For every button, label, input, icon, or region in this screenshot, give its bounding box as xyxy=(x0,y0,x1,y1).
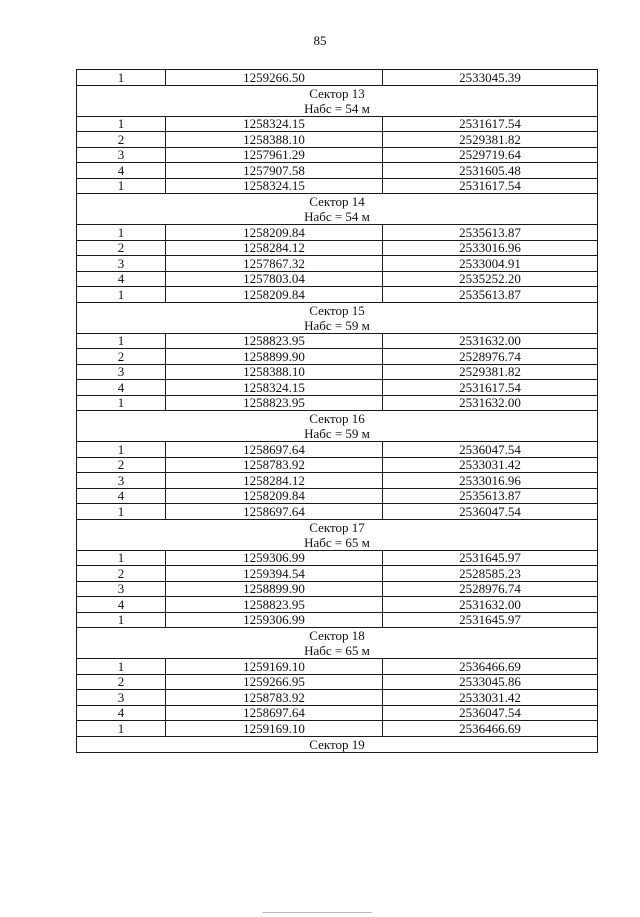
point-number-cell: 4 xyxy=(77,271,166,287)
coordinate-row xyxy=(77,488,598,504)
x-coordinate-cell: 1258697.64 xyxy=(166,504,383,520)
coordinate-row xyxy=(77,674,598,690)
coordinate-row xyxy=(77,178,598,194)
point-number-cell: 4 xyxy=(77,705,166,721)
sector-absolute-height: Набс = 59 м xyxy=(304,426,370,441)
sector-header-cell xyxy=(77,411,598,442)
y-coordinate-cell: 2535613.87 xyxy=(383,488,598,504)
x-coordinate-cell: 1259169.10 xyxy=(166,659,383,675)
x-coordinate-cell: 1258209.84 xyxy=(166,287,383,303)
sector-absolute-height: Набс = 65 м xyxy=(304,643,370,658)
sector-absolute-height: Набс = 54 м xyxy=(304,209,370,224)
y-coordinate-cell: 2531617.54 xyxy=(383,116,598,132)
x-coordinate-cell: 1258324.15 xyxy=(166,178,383,194)
point-number-cell: 3 xyxy=(77,256,166,272)
coordinate-row xyxy=(77,659,598,675)
y-coordinate-cell: 2533004.91 xyxy=(383,256,598,272)
point-number-cell: 2 xyxy=(77,566,166,582)
coordinate-row xyxy=(77,147,598,163)
x-coordinate-cell: 1258284.12 xyxy=(166,240,383,256)
x-coordinate-cell: 1258388.10 xyxy=(166,132,383,148)
x-coordinate-cell: 1259169.10 xyxy=(166,721,383,737)
point-number-cell: 4 xyxy=(77,163,166,179)
sector-title: Сектор 16 xyxy=(309,411,365,426)
y-coordinate-cell: 2535252.20 xyxy=(383,271,598,287)
point-number-cell: 3 xyxy=(77,364,166,380)
point-number-cell: 3 xyxy=(77,473,166,489)
x-coordinate-cell: 1258783.92 xyxy=(166,690,383,706)
y-coordinate-cell: 2529381.82 xyxy=(383,132,598,148)
y-coordinate-cell: 2529381.82 xyxy=(383,364,598,380)
x-coordinate-cell: 1258388.10 xyxy=(166,364,383,380)
x-coordinate-cell: 1259394.54 xyxy=(166,566,383,582)
y-coordinate-cell: 2533016.96 xyxy=(383,473,598,489)
x-coordinate-cell: 1257961.29 xyxy=(166,147,383,163)
x-coordinate-cell: 1258209.84 xyxy=(166,488,383,504)
sector-title: Сектор 19 xyxy=(309,736,365,752)
y-coordinate-cell: 2531632.00 xyxy=(383,597,598,613)
point-number-cell: 1 xyxy=(77,659,166,675)
coordinate-row xyxy=(77,364,598,380)
coordinate-row xyxy=(77,690,598,706)
point-number-cell: 4 xyxy=(77,488,166,504)
sector-title: Сектор 14 xyxy=(309,194,365,209)
y-coordinate-cell: 2536047.54 xyxy=(383,705,598,721)
coordinate-row xyxy=(77,705,598,721)
x-coordinate-cell: 1258209.84 xyxy=(166,225,383,241)
coordinate-row xyxy=(77,271,598,287)
coordinate-row xyxy=(77,333,598,349)
y-coordinate-cell: 2531632.00 xyxy=(383,333,598,349)
point-number-cell: 1 xyxy=(77,333,166,349)
coordinate-row xyxy=(77,256,598,272)
x-coordinate-cell: 1258823.95 xyxy=(166,333,383,349)
coordinate-row xyxy=(77,581,598,597)
x-coordinate-cell: 1259306.99 xyxy=(166,550,383,566)
sector-absolute-height: Набс = 54 м xyxy=(304,100,370,116)
coordinate-row xyxy=(77,395,598,411)
coordinate-row xyxy=(77,349,598,365)
sector-header-cell xyxy=(77,194,598,225)
sector-header-cell xyxy=(77,302,598,333)
point-number-cell: 1 xyxy=(77,721,166,737)
x-coordinate-cell: 1258697.64 xyxy=(166,442,383,458)
point-number-cell: 2 xyxy=(77,240,166,256)
point-number-cell: 2 xyxy=(77,674,166,690)
coordinate-row xyxy=(77,70,598,86)
sector-header-cell xyxy=(77,519,598,550)
coordinates-table-body xyxy=(77,70,598,753)
x-coordinate-cell: 1257867.32 xyxy=(166,256,383,272)
sector-title: Сектор 15 xyxy=(309,302,365,318)
coordinate-row xyxy=(77,566,598,582)
y-coordinate-cell: 2536047.54 xyxy=(383,504,598,520)
point-number-cell: 2 xyxy=(77,349,166,365)
x-coordinate-cell: 1259266.95 xyxy=(166,674,383,690)
sector-header-row xyxy=(77,194,598,225)
coordinate-row xyxy=(77,612,598,628)
point-number-cell: 3 xyxy=(77,690,166,706)
coordinate-row xyxy=(77,132,598,148)
sector-absolute-height: Набс = 65 м xyxy=(304,534,370,550)
coordinate-row xyxy=(77,287,598,303)
x-coordinate-cell: 1258823.95 xyxy=(166,395,383,411)
y-coordinate-cell: 2533016.96 xyxy=(383,240,598,256)
sector-header-cell xyxy=(77,628,598,659)
point-number-cell: 1 xyxy=(77,116,166,132)
point-number-cell: 4 xyxy=(77,380,166,396)
point-number-cell: 1 xyxy=(77,612,166,628)
coordinate-row xyxy=(77,473,598,489)
y-coordinate-cell: 2533045.86 xyxy=(383,674,598,690)
point-number-cell: 1 xyxy=(77,70,166,86)
x-coordinate-cell: 1257803.04 xyxy=(166,271,383,287)
x-coordinate-cell: 1258324.15 xyxy=(166,116,383,132)
y-coordinate-cell: 2528976.74 xyxy=(383,349,598,365)
y-coordinate-cell: 2533031.42 xyxy=(383,457,598,473)
point-number-cell: 1 xyxy=(77,395,166,411)
sector-header-cell xyxy=(77,85,598,116)
y-coordinate-cell: 2536466.69 xyxy=(383,721,598,737)
point-number-cell: 1 xyxy=(77,504,166,520)
point-number-cell: 1 xyxy=(77,287,166,303)
x-coordinate-cell: 1259306.99 xyxy=(166,612,383,628)
y-coordinate-cell: 2531632.00 xyxy=(383,395,598,411)
y-coordinate-cell: 2533045.39 xyxy=(383,70,598,86)
coordinate-row xyxy=(77,504,598,520)
sector-header-row xyxy=(77,628,598,659)
sector-header-row xyxy=(77,85,598,116)
point-number-cell: 1 xyxy=(77,178,166,194)
sector-title: Сектор 18 xyxy=(309,628,365,643)
coordinate-row xyxy=(77,240,598,256)
y-coordinate-cell: 2531617.54 xyxy=(383,178,598,194)
x-coordinate-cell: 1258783.92 xyxy=(166,457,383,473)
coordinates-table xyxy=(76,69,598,753)
x-coordinate-cell: 1257907.58 xyxy=(166,163,383,179)
y-coordinate-cell: 2535613.87 xyxy=(383,225,598,241)
sector-header-row xyxy=(77,736,598,752)
point-number-cell: 1 xyxy=(77,225,166,241)
y-coordinate-cell: 2533031.42 xyxy=(383,690,598,706)
point-number-cell: 3 xyxy=(77,581,166,597)
x-coordinate-cell: 1258823.95 xyxy=(166,597,383,613)
coordinate-row xyxy=(77,457,598,473)
y-coordinate-cell: 2529719.64 xyxy=(383,147,598,163)
y-coordinate-cell: 2531605.48 xyxy=(383,163,598,179)
sector-header-row xyxy=(77,411,598,442)
x-coordinate-cell: 1258899.90 xyxy=(166,581,383,597)
sector-header-row xyxy=(77,519,598,550)
x-coordinate-cell: 1259266.50 xyxy=(166,70,383,86)
coordinate-row xyxy=(77,597,598,613)
page-number: 85 xyxy=(313,33,327,48)
coordinate-row xyxy=(77,380,598,396)
coordinate-row xyxy=(77,163,598,179)
x-coordinate-cell: 1258284.12 xyxy=(166,473,383,489)
point-number-cell: 1 xyxy=(77,550,166,566)
y-coordinate-cell: 2528585.23 xyxy=(383,566,598,582)
y-coordinate-cell: 2536466.69 xyxy=(383,659,598,675)
point-number-cell: 1 xyxy=(77,442,166,458)
sector-title: Сектор 17 xyxy=(309,519,365,535)
coordinate-row xyxy=(77,550,598,566)
point-number-cell: 2 xyxy=(77,457,166,473)
coordinate-row xyxy=(77,442,598,458)
coordinate-row xyxy=(77,721,598,737)
y-coordinate-cell: 2531645.97 xyxy=(383,612,598,628)
y-coordinate-cell: 2535613.87 xyxy=(383,287,598,303)
sector-header-cell xyxy=(77,736,598,752)
y-coordinate-cell: 2536047.54 xyxy=(383,442,598,458)
y-coordinate-cell: 2528976.74 xyxy=(383,581,598,597)
x-coordinate-cell: 1258697.64 xyxy=(166,705,383,721)
x-coordinate-cell: 1258899.90 xyxy=(166,349,383,365)
sector-absolute-height: Набс = 59 м xyxy=(304,317,370,333)
coordinate-row xyxy=(77,225,598,241)
point-number-cell: 3 xyxy=(77,147,166,163)
y-coordinate-cell: 2531645.97 xyxy=(383,550,598,566)
x-coordinate-cell: 1258324.15 xyxy=(166,380,383,396)
sector-header-row xyxy=(77,302,598,333)
page-bottom-mark xyxy=(262,912,372,913)
y-coordinate-cell: 2531617.54 xyxy=(383,380,598,396)
point-number-cell: 2 xyxy=(77,132,166,148)
point-number-cell: 4 xyxy=(77,597,166,613)
sector-title: Сектор 13 xyxy=(309,85,365,101)
coordinate-row xyxy=(77,116,598,132)
